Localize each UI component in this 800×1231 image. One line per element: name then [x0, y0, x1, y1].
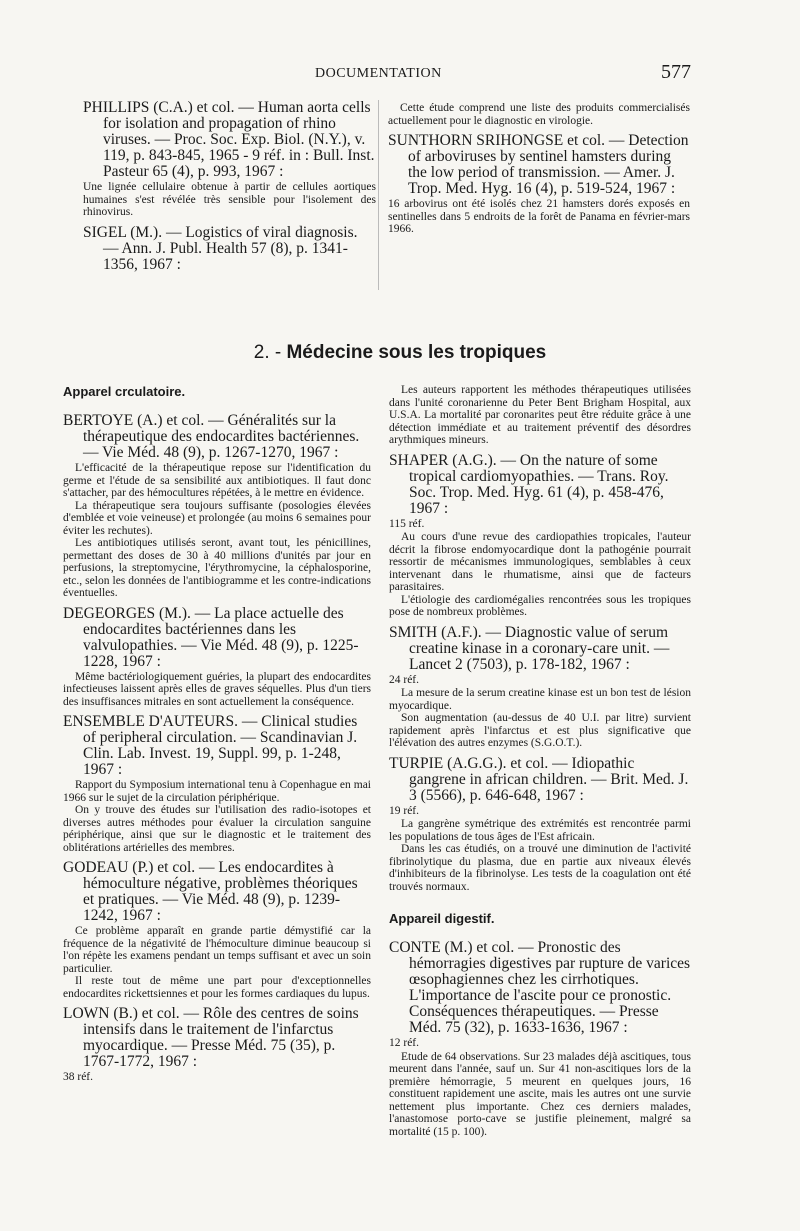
- summary: Au cours d'une revue des cardiopathies tropicales, l'auteur décrit la fibrose endomyocardique dont la pathogénie pourrait ressortir de mécanismes immunologiques, semblables à ceux intervenant dans le rhumatisme, ainsi que de facteurs parasitaires.: [389, 531, 691, 593]
- summary: Dans les cas étudiés, on a trouvé une diminution de l'activité fibrinolytique du plasma, due en partie aux niveaux élevés d'inhibiteurs de la fibrinolyse. Les tests de la coagulation ont été trouvés normaux.: [389, 843, 691, 893]
- top-left-column: [83, 100, 376, 279]
- summary: La mesure de la serum creatine kinase est un bon test de lésion myocardique.: [389, 687, 691, 712]
- summary: La thérapeutique sera toujours suffisante (posologies élevées d'emblée et voie veineuse) et prolongée (au moins 6 semaines pour éviter les rechutes).: [63, 499, 372, 537]
- bibliography-entry: [388, 133, 690, 236]
- summary: Son augmentation (au-dessus de 40 U.I. par litre) survient rapidement après l'infarctus et est plus significative que l'élévation des autres enzymes (S.G.O.T.).: [389, 712, 691, 749]
- citation: DEGEORGES (M.). — La place actuelle des endocardites bactériennes dans les valvulopathies. — Vie Méd. 48 (9), p. 1225-1228, 1967 :: [63, 604, 359, 670]
- section-title: [0, 342, 800, 364]
- citation: PHILLIPS (C.A.) et col. — Human aorta cells for isolation and propagation of rhino viruses. — Proc. Soc. Exp. Biol. (N.Y.), v. 119, p. 843-845, 1965 - 9 réf. in : Bull. Inst. Pasteur 65 (4), p. 993, 1967 :: [83, 99, 375, 180]
- summary: Une lignée cellulaire obtenue à partir de cellules aortiques humaines s'est révélée très sensible pour l'isolement des rhinovirus.: [83, 181, 376, 218]
- citation: ENSEMBLE D'AUTEURS. — Clinical studies of peripheral circulation. — Scandinavian J. Clin. Lab. Invest. 19, Suppl. 99, p. 1-248, 1967 :: [63, 713, 358, 778]
- subheading: Appareil digestif.: [389, 911, 495, 926]
- column-divider: [378, 100, 379, 290]
- summary: 16 arbovirus ont été isolés chez 21 hamsters dorés exposés en sentinelles dans 5 endroits de la forêt de Panama en février-mars 1966.: [388, 198, 690, 235]
- reference-count: 19 réf.: [389, 804, 420, 817]
- summary: Etude de 64 observations. Sur 23 malades déjà ascitiques, tous meurent dans l'année, sauf un. Sur 41 non-ascitiques lors de la première hémorragie, 5 meurent en quelques jours, 16 constituent rapidement une ascite, mais les autres ont une survie nettement plus importante. Chez ces derniers malades, l'anastomose porto-cave se justifie pleinement, malgré sa mortalité (15 p. 100).: [389, 1050, 691, 1138]
- bibliography-entry: [83, 100, 376, 219]
- subheading: Apparel crculatoire.: [63, 384, 186, 399]
- bibliography-entry: [63, 714, 371, 854]
- bibliography-entry: [389, 625, 691, 750]
- summary: Il reste tout de même une part pour d'exceptionnelles endocardites rickettsiennes et pour les formes cardiaques du lupus.: [63, 975, 371, 1000]
- summary: L'efficacité de la thérapeutique repose sur l'identification du germe et l'étude de sa sensibilité aux antibiotiques. Il faut donc s'attacher, par des hémocultures répétées, à le mettre en évidence.: [63, 462, 371, 499]
- section-heading: Médecine sous les tropiques: [286, 342, 547, 363]
- bibliography-entry: [389, 940, 691, 1138]
- citation: SIGEL (M.). — Logistics of viral diagnosis. — Ann. J. Publ. Health 57 (8), p. 1341-1356, 1967 :: [83, 223, 358, 273]
- left-column: [63, 384, 371, 1090]
- top-right-column: [388, 101, 690, 242]
- bibliography-entry: [389, 453, 691, 619]
- summary: On y trouve des études sur l'utilisation des radio-isotopes et diverses autres méthodes pour évaluer la circulation sanguine périphérique, ainsi que sur le diagnostic et le traitement des oblitérations artérielles des membres.: [63, 804, 371, 854]
- bibliography-entry: [63, 860, 371, 1000]
- bibliography-entry: [63, 413, 371, 600]
- citation: GODEAU (P.) et col. — Les endocardites à hémoculture négative, problèmes théoriques et pratiques. — Vie Méd. 48 (9), p. 1239-1242, 1967 :: [63, 859, 358, 924]
- reference-count: 24 réf.: [389, 673, 420, 686]
- bibliography-entry: [389, 384, 691, 447]
- citation: SHAPER (A.G.). — On the nature of some tropical cardiomyopathies. — Trans. Roy. Soc. Trop. Med. Hyg. 61 (4), p. 458-476, 1967 :: [389, 451, 669, 517]
- summary: Rapport du Symposium international tenu à Copenhague en mai 1966 sur le sujet de la circulation périphérique.: [63, 779, 371, 804]
- page-number: 577: [661, 61, 691, 83]
- bibliography-entry: [389, 756, 691, 894]
- reference-count: 12 réf.: [389, 1037, 420, 1049]
- right-column: [389, 383, 691, 1144]
- citation: SUNTHORN SRIHONGSE et col. — Detection of arboviruses by sentinel hamsters during the low period of transmission. — Amer. J. Trop. Med. Hyg. 16 (4), p. 519-524, 1967 :: [388, 132, 689, 197]
- summary: L'étiologie des cardiomégalies rencontrées sous les tropiques pose de nombreux problèmes.: [389, 593, 691, 618]
- bibliography-entry: [63, 1006, 371, 1084]
- reference-count: 115 réf.: [389, 517, 425, 530]
- reference-count: 38 réf.: [63, 1071, 94, 1083]
- bibliography-entry: [63, 606, 371, 709]
- summary: Ce problème apparaît en grande partie démystifié car la fréquence de la négativité de l'hémoculture diminue beaucoup si l'on répète les examens pendant un temps suffisant et avec un soin particulier.: [63, 925, 371, 975]
- running-head: [0, 61, 800, 86]
- citation: LOWN (B.) et col. — Rôle des centres de soins intensifs dans le traitement de l'infarctus myocardique. — Presse Méd. 75 (35), p. 1767-1772, 1967 :: [63, 1005, 359, 1070]
- citation: BERTOYE (A.) et col. — Généralités sur la thérapeutique des endocardites bactériennes. — Vie Méd. 48 (9), p. 1267-1270, 1967 :: [63, 412, 360, 461]
- summary: Les auteurs rapportent les méthodes thérapeutiques utilisées dans l'unité coronarienne du Peter Bent Brigham Hospital, aux U.S.A. La mortalité par coronarites peut être réduite grâce à une détection immédiate et au traitement préventif des désordres arythmiques mineurs.: [389, 384, 691, 446]
- bibliography-entry: [83, 225, 376, 273]
- summary: Cette étude comprend une liste des produits commercialisés actuellement pour le diagnostic en virologie.: [388, 102, 690, 127]
- citation: SMITH (A.F.). — Diagnostic value of serum creatine kinase in a coronary-care unit. — Lancet 2 (7503), p. 178-182, 1967 :: [389, 623, 670, 673]
- summary: La gangrène symétrique des extrémités est rencontrée parmi les populations de tous âges de l'Est africain.: [389, 818, 691, 843]
- citation: TURPIE (A.G.G.). et col. — Idiopathic gangrene in african children. — Brit. Med. J. 3 (5566), p. 646-648, 1967 :: [389, 754, 689, 804]
- summary: Les antibiotiques utilisés seront, avant tout, les pénicillines, permettant des doses de 30 à 40 millions d'unités par jour en perfusions, la streptomycine, l'érythromycine, la céphalosporine, etc., selon les données de l'antibiogramme et les contre-indications éventuelles.: [63, 537, 371, 599]
- section-number: 2. -: [253, 342, 282, 363]
- citation: CONTE (M.) et col. — Pronostic des hémorragies digestives par rupture de varices œsophagiennes chez les cirrhotiques. L'importance de l'ascite pour ce pronostic. Conséquences thérapeutiques. — Presse Méd. 75 (32), p. 1633-1636, 1967 :: [389, 939, 691, 1036]
- running-title: DOCUMENTATION: [315, 66, 442, 81]
- bibliography-entry: [388, 102, 690, 127]
- summary: Même bactériologiquement guéries, la plupart des endocardites infectieuses laissent après elles de graves séquelles. Plus d'un tiers des insuffisances mitrales en sont actuellement la conséquence.: [63, 670, 371, 708]
